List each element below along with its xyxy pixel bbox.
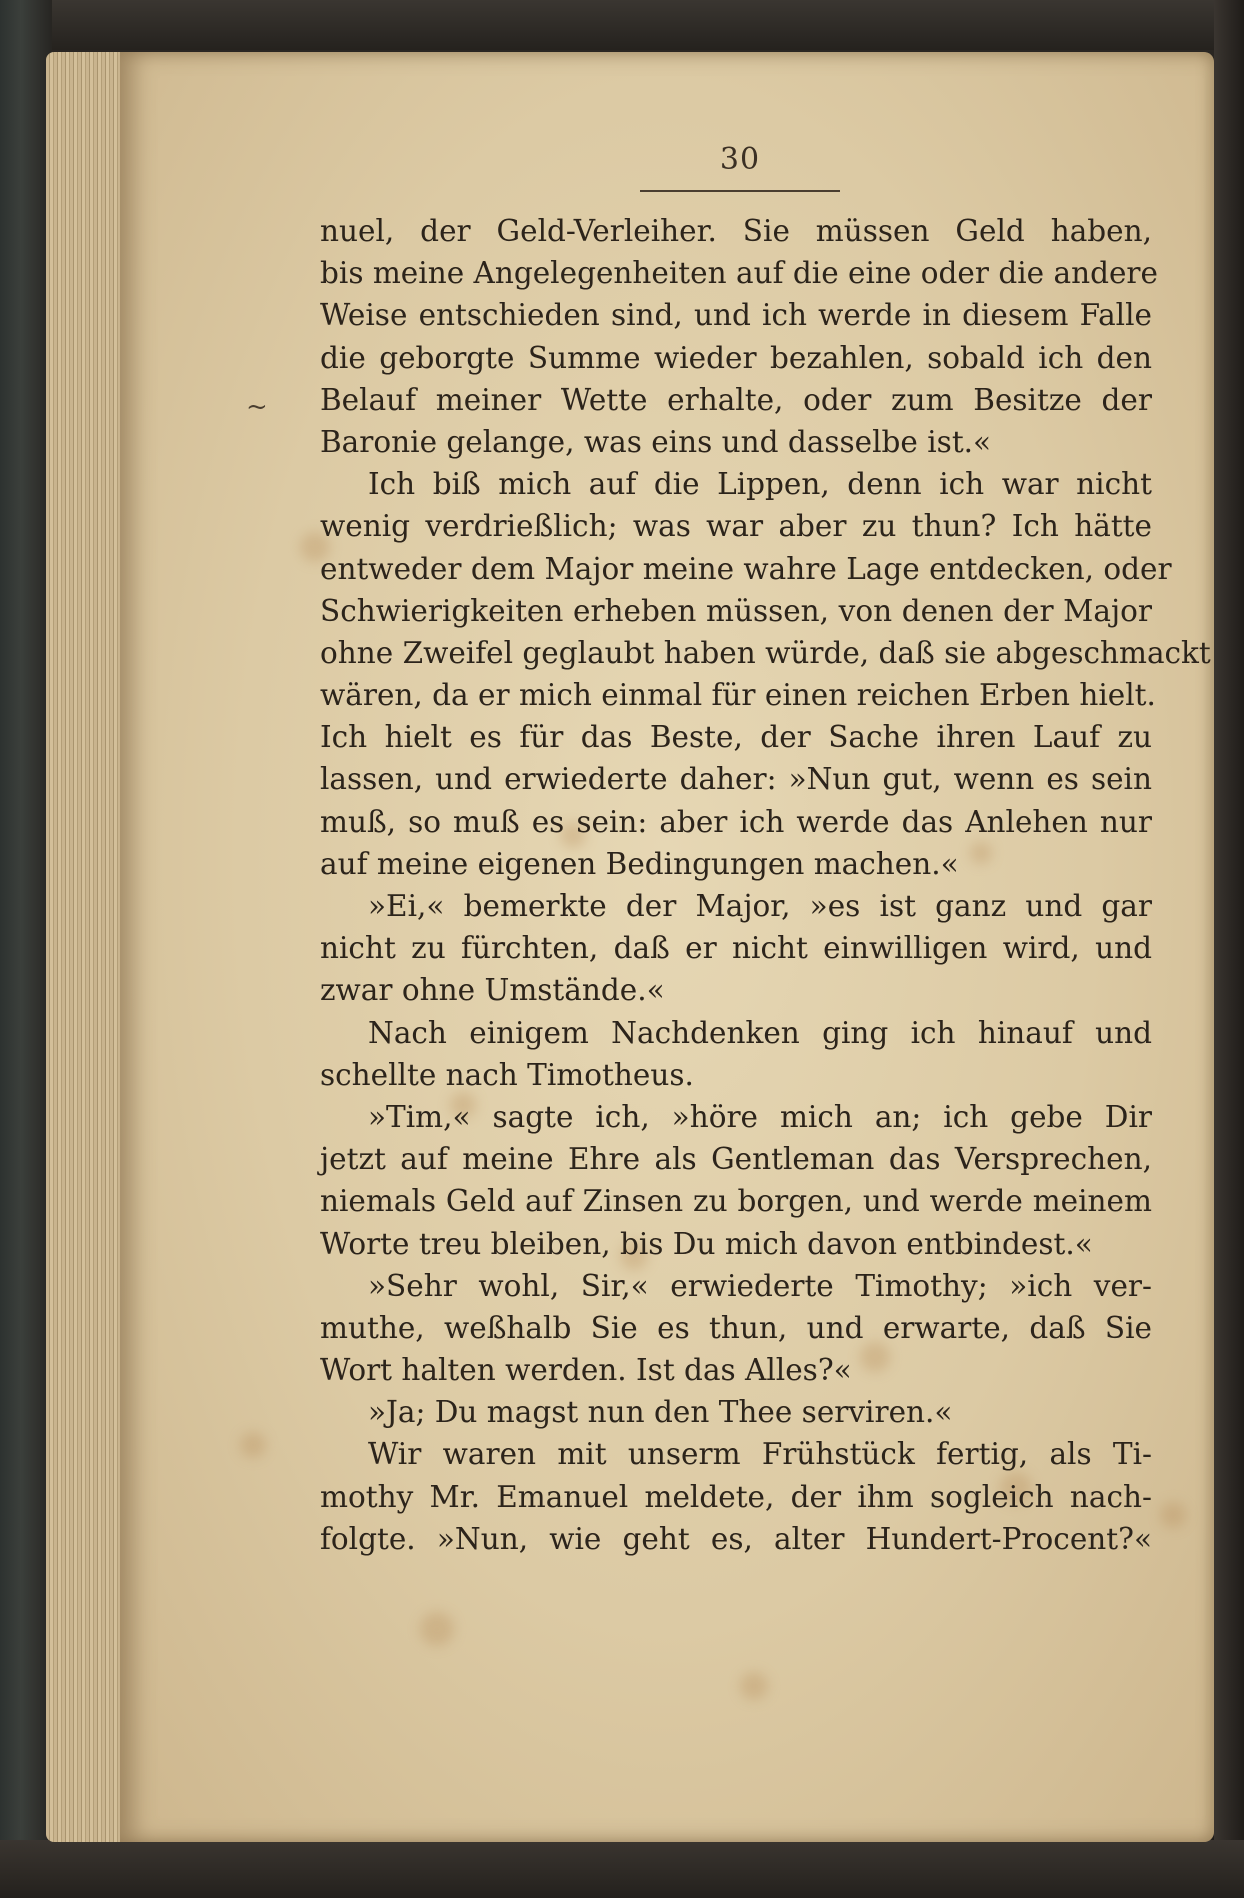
- text-line: Worte treu bleiben, bis Du mich davon entbindest.«: [320, 1226, 1093, 1261]
- text-line: nicht zu fürchten, daß er nicht einwilligen wird, und: [320, 931, 1152, 966]
- text-line: nuel, der Geld-Verleiher. Sie müssen Geld haben,: [320, 214, 1152, 248]
- foxing-spot: [240, 1432, 266, 1458]
- foxing-spot: [1160, 1502, 1186, 1528]
- text-line: Wort halten werden. Ist das Alles?«: [320, 1353, 852, 1388]
- text-line: mothy Mr. Emanuel meldete, der ihm sogleich nach-: [320, 1479, 1152, 1514]
- foxing-spot: [420, 1612, 454, 1646]
- text-line: Weise entschieden sind, und ich werde in diesem Falle: [320, 298, 1152, 333]
- book-cover-top: [0, 0, 1244, 50]
- text-line: Schwierigkeiten erheben müssen, von denen der Major: [320, 593, 1152, 628]
- page-edges: [46, 52, 126, 1842]
- header-rule: [640, 190, 840, 192]
- text-line: Wir waren mit unserm Frühstück fertig, als Ti-: [368, 1437, 1152, 1472]
- text-line: lassen, und erwiederte daher: »Nun gut, wenn es sein: [320, 762, 1152, 797]
- book-cover-left: [0, 0, 52, 1898]
- text-line: »Ja; Du magst nun den Thee serviren.«: [368, 1395, 953, 1430]
- text-line: folgte. »Nun, wie geht es, alter Hundert-Procent?«: [320, 1521, 1152, 1556]
- text-line: Baronie gelange, was eins und dasselbe ist.«: [320, 424, 992, 459]
- text-line: zwar ohne Umstände.«: [320, 973, 665, 1008]
- margin-mark: ~: [246, 392, 268, 422]
- text-line: »Ei,« bemerkte der Major, »es ist ganz und gar: [368, 889, 1152, 923]
- text-line: bis meine Angelegenheiten auf die eine oder die andere: [320, 256, 1158, 291]
- text-line: Ich hielt es für das Beste, der Sache ihren Lauf zu: [320, 720, 1152, 755]
- text-line: Ich biß mich auf die Lippen, denn ich war nicht: [368, 467, 1152, 502]
- text-line: entweder dem Major meine wahre Lage entdecken, oder: [320, 551, 1172, 586]
- text-line: auf meine eigenen Bedingungen machen.«: [320, 846, 959, 881]
- text-line: Belauf meiner Wette erhalte, oder zum Besitze der: [320, 382, 1152, 417]
- page-text: [320, 210, 1211, 1560]
- text-line: jetzt auf meine Ehre als Gentleman das Versprechen,: [320, 1142, 1152, 1177]
- text-line: muthe, weßhalb Sie es thun, und erwarte, daß Sie: [320, 1310, 1152, 1345]
- book-cover-right: [1214, 0, 1244, 1898]
- book-cover-bottom: [0, 1840, 1244, 1898]
- foxing-spot: [740, 1672, 768, 1700]
- text-line: Nach einigem Nachdenken ging ich hinauf und: [368, 1015, 1152, 1050]
- page-number: 30: [719, 142, 761, 177]
- text-line: wenig verdrießlich; was war aber zu thun? Ich hätte: [320, 509, 1152, 544]
- text-line: »Tim,« sagte ich, »höre mich an; ich gebe Dir: [368, 1099, 1152, 1134]
- text-line: muß, so muß es sein: aber ich werde das Anlehen nur: [320, 804, 1152, 839]
- text-line: schellte nach Timotheus.: [320, 1057, 694, 1092]
- text-line: wären, da er mich einmal für einen reichen Erben hielt.: [320, 678, 1156, 713]
- text-line: ohne Zweifel geglaubt haben würde, daß sie abgeschmackt: [320, 635, 1211, 670]
- text-line: die geborgte Summe wieder bezahlen, sobald ich den: [320, 340, 1152, 375]
- text-line: »Sehr wohl, Sir,« erwiederte Timothy; »ich ver-: [368, 1268, 1152, 1303]
- text-line: niemals Geld auf Zinsen zu borgen, und werde meinem: [320, 1184, 1152, 1219]
